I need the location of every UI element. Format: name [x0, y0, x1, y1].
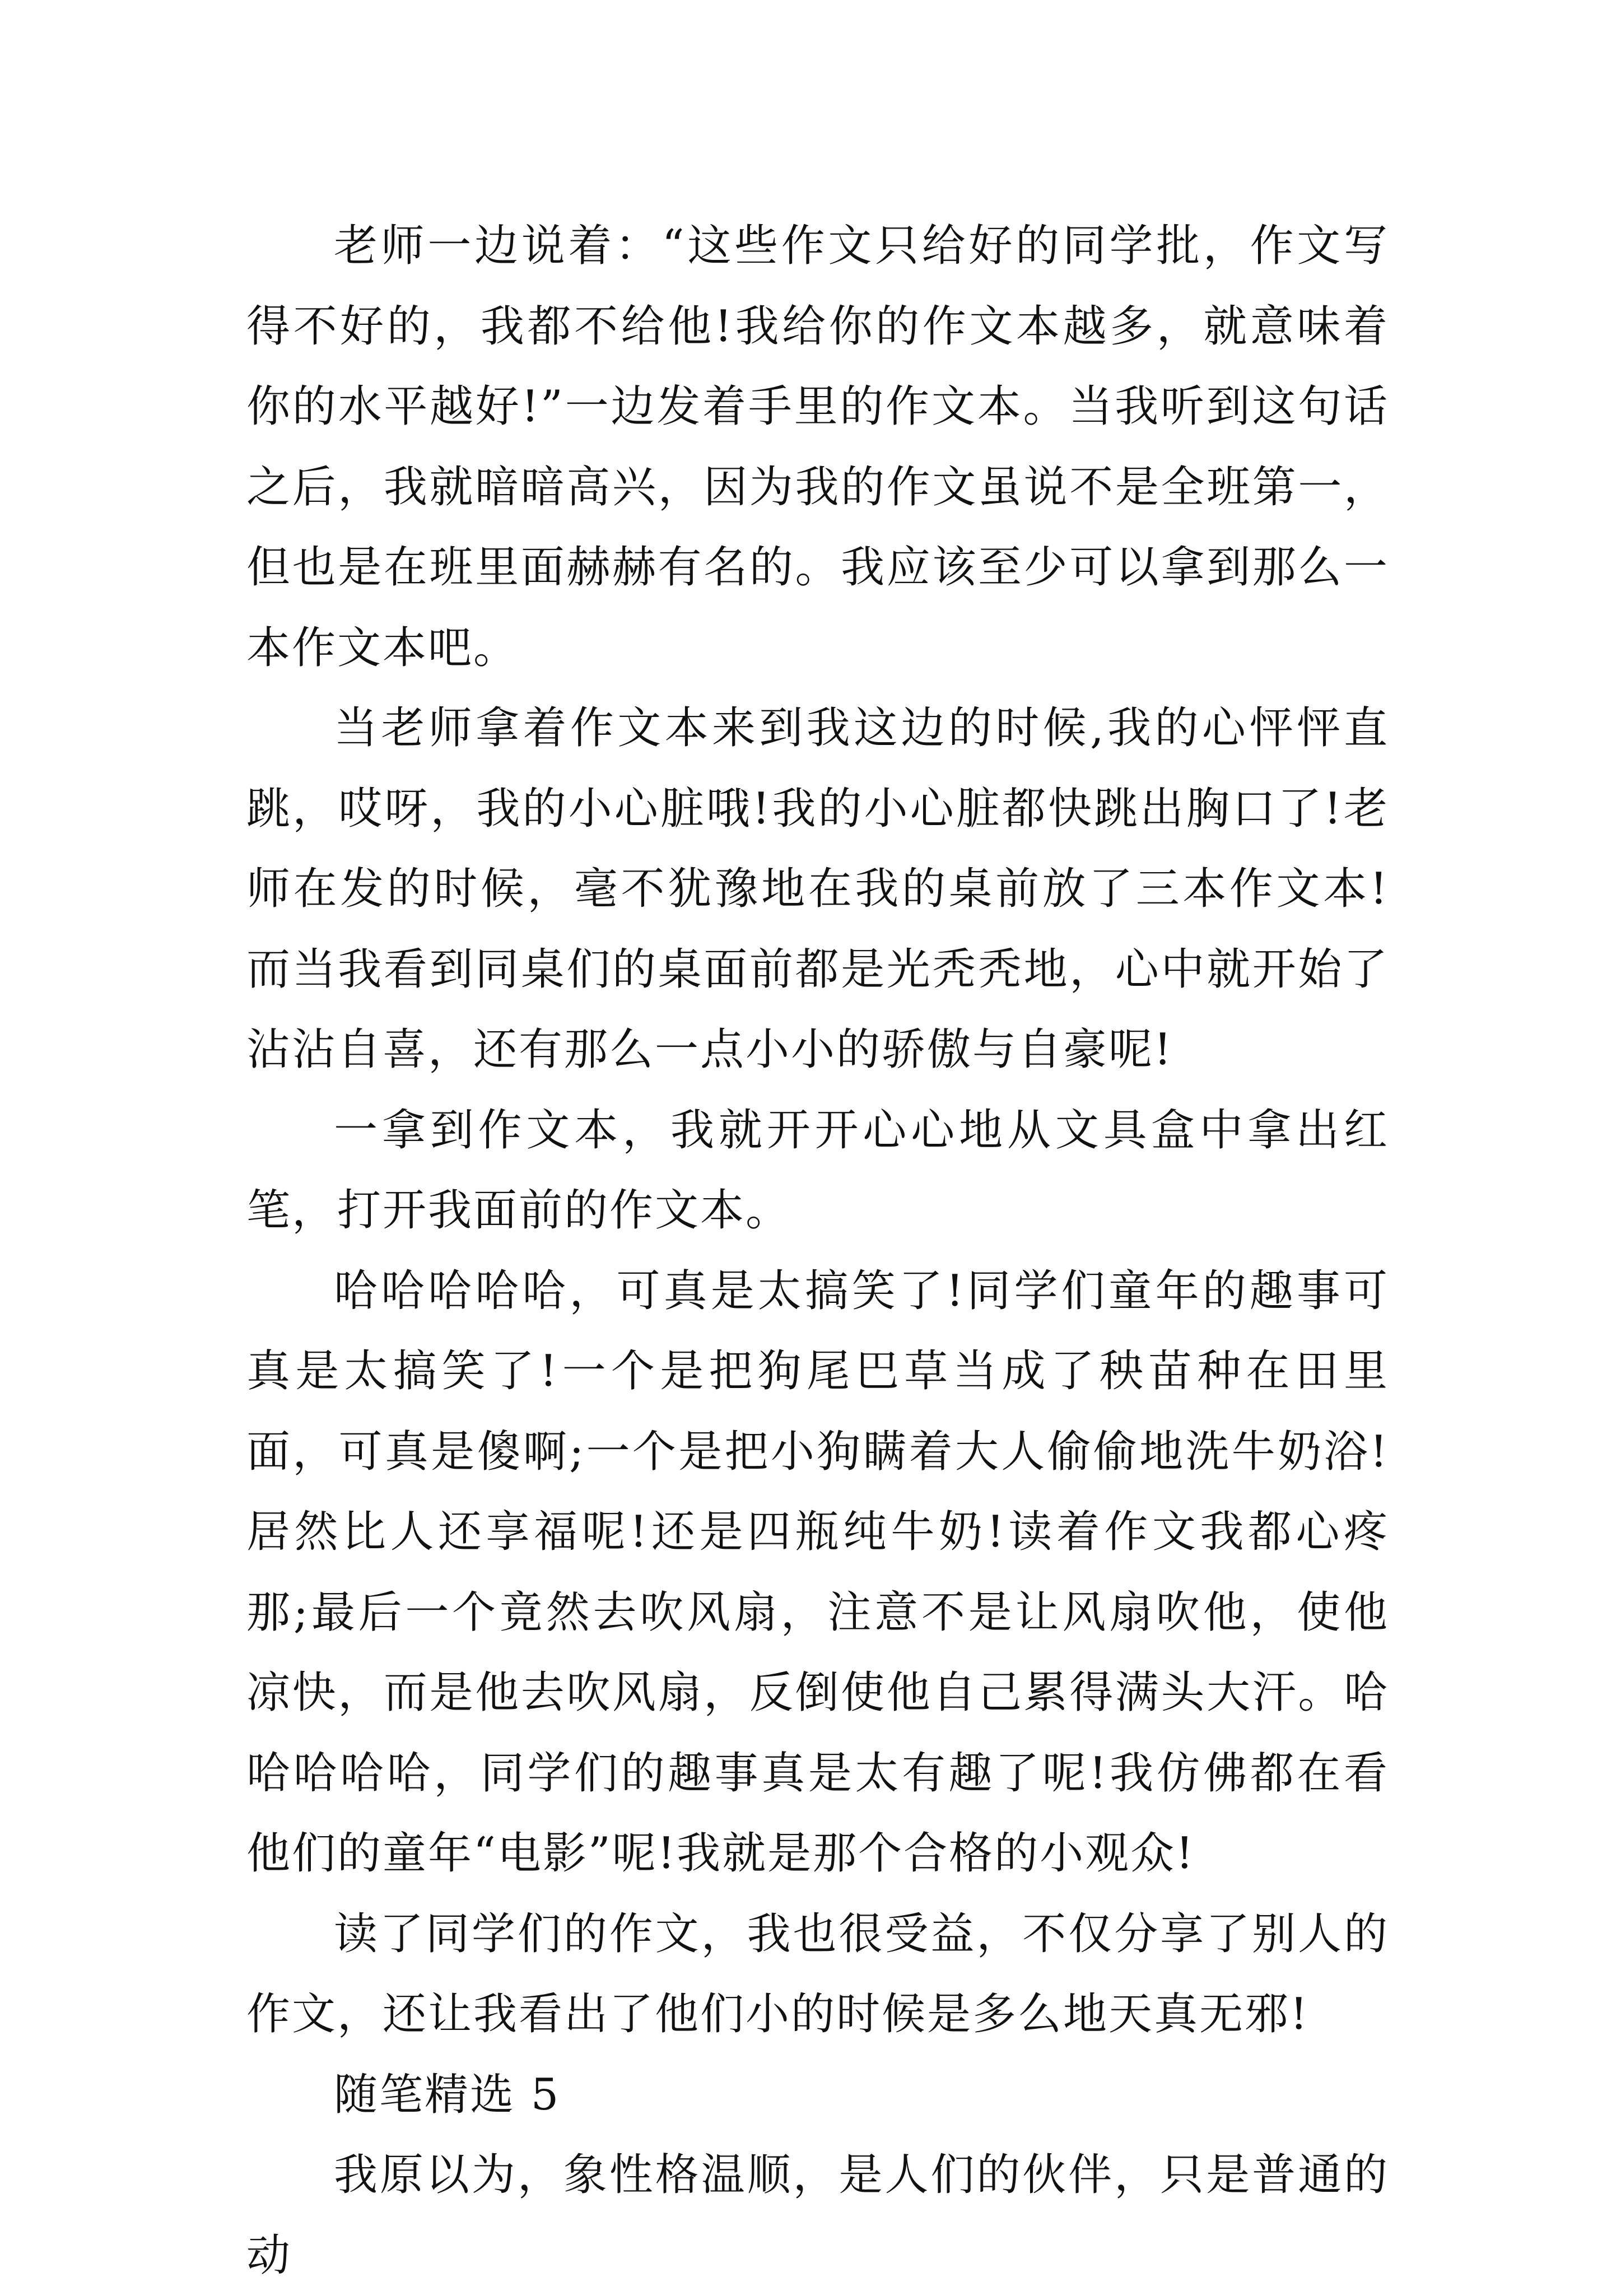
paragraph: 哈哈哈哈哈，可真是太搞笑了!同学们童年的趣事可真是太搞笑了!一个是把狗尾巴草当成了秧苗种在田里面，可真是傻啊;一个是把小狗瞒着大人偷偷地洗牛奶浴!居然比人还享福呢!还是四瓶纯牛奶!读着作文我都心疼那;最后一个竟然去吹风扇，注意不是让风扇吹他，使他凉快，而是他去吹风扇，反倒使他自己累得满头大汗。哈哈哈哈哈，同学们的趣事真是太有趣了呢!我仿佛都在看他们的童年“电影”呢!我就是那个合格的小观众!	[246, 1265, 1389, 1879]
paragraph: 老师一边说着：“这些作文只给好的同学批，作文写得不好的，我都不给他!我给你的作文本越多，就意味着你的水平越好!”一边发着手里的作文本。当我听到这句话之后，我就暗暗高兴，因为我的作文虽说不是全班第一，但也是在班里面赫赫有名的。我应该至少可以拿到那么一本作文本吧。	[246, 221, 1389, 673]
section-heading: 随笔精选 5	[334, 2069, 561, 2120]
paragraph: 一拿到作文本，我就开开心心地从文具盒中拿出红笔，打开我面前的作文本。	[246, 1105, 1389, 1236]
document-body	[246, 206, 1389, 2296]
paragraph: 读了同学们的作文，我也很受益，不仅分享了别人的作文，还让我看出了他们小的时候是多么地天真无邪!	[246, 1908, 1389, 2039]
paragraph: 我原以为，象性格温顺，是人们的伙伴，只是普通的动	[246, 2150, 1389, 2281]
paragraph: 当老师拿着作文本来到我这边的时候,我的心怦怦直跳，哎呀，我的小心脏哦!我的小心脏都快跳出胸口了!老师在发的时候，毫不犹豫地在我的桌前放了三本作文本!而当我看到同桌们的桌面前都是光秃秃地，心中就开始了沾沾自喜，还有那么一点小小的骄傲与自豪呢!	[246, 703, 1389, 1075]
